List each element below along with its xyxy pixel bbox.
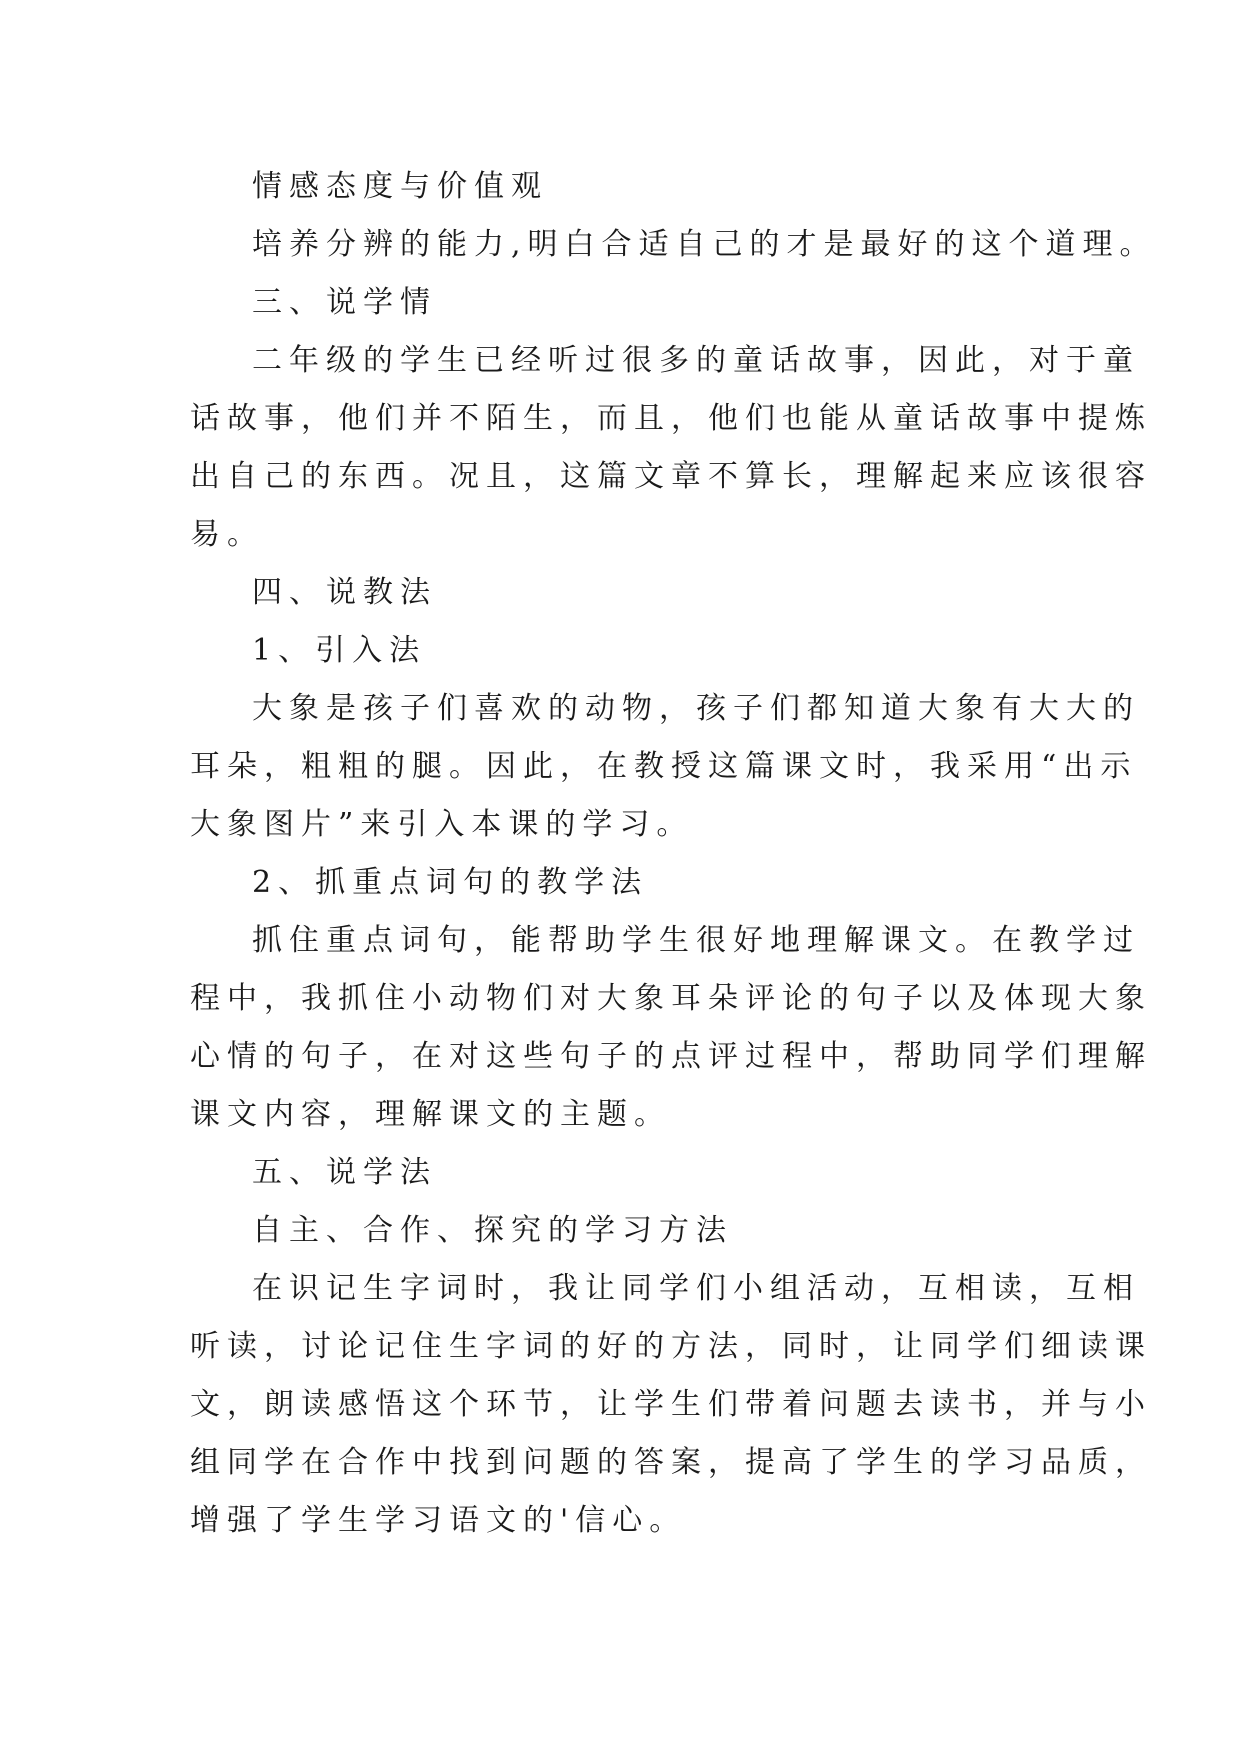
text-line: 文，朗读感悟这个环节，让学生们带着问题去读书，并与小	[190, 1387, 1152, 1422]
text-line: 大象图片”来引入本课的学习。	[190, 807, 694, 842]
paragraph	[190, 912, 1152, 1144]
text-line: 耳朵，粗粗的腿。因此，在教授这篇课文时，我采用“出示	[190, 749, 1138, 784]
text-line: 大象是孩子们喜欢的动物，孩子们都知道大象有大大的	[252, 691, 1140, 726]
section-heading	[190, 564, 1090, 622]
text-line: 四、说教法	[252, 575, 437, 610]
subsection-heading	[190, 854, 1090, 912]
paragraph	[190, 216, 1157, 274]
text-line: 出自己的东西。况且，这篇文章不算长，理解起来应该很容	[190, 459, 1152, 494]
section-heading	[190, 1144, 1090, 1202]
text-line: 心情的句子，在对这些句子的点评过程中，帮助同学们理解	[190, 1039, 1152, 1074]
text-line: 三、说学情	[252, 285, 437, 320]
text-line: 听读，讨论记住生字词的好的方法，同时，让同学们细读课	[190, 1329, 1152, 1364]
text-line: 程中，我抓住小动物们对大象耳朵评论的句子以及体现大象	[190, 981, 1152, 1016]
subsection-heading	[190, 1202, 1090, 1260]
text-line: 情感态度与价值观	[252, 169, 548, 204]
text-line: 组同学在合作中找到问题的答案，提高了学生的学习品质，	[190, 1445, 1152, 1480]
text-line: 易。	[190, 517, 264, 552]
text-line: 五、说学法	[252, 1155, 437, 1190]
document-body	[190, 158, 1157, 1550]
text-line: 2、抓重点词句的教学法	[252, 865, 649, 900]
paragraph-section-heading	[190, 158, 1090, 216]
text-line: 自主、合作、探究的学习方法	[252, 1213, 733, 1248]
paragraph	[190, 332, 1152, 564]
paragraph	[190, 1260, 1152, 1550]
text-line: 课文内容，理解课文的主题。	[190, 1097, 671, 1132]
subsection-heading	[190, 622, 1090, 680]
text-line: 抓住重点词句，能帮助学生很好地理解课文。在教学过	[252, 923, 1140, 958]
text-line: 在识记生字词时，我让同学们小组活动，互相读，互相	[252, 1271, 1140, 1306]
text-line: 培养分辨的能力,明白合适自己的才是最好的这个道理。	[252, 227, 1157, 262]
text-line: 1、引入法	[252, 633, 427, 668]
paragraph	[190, 680, 1140, 854]
text-line: 增强了学生学习语文的'信心。	[190, 1503, 687, 1538]
text-line: 话故事，他们并不陌生，而且，他们也能从童话故事中提炼	[190, 401, 1152, 436]
text-line: 二年级的学生已经听过很多的童话故事，因此，对于童	[252, 343, 1140, 378]
section-heading	[190, 274, 1090, 332]
